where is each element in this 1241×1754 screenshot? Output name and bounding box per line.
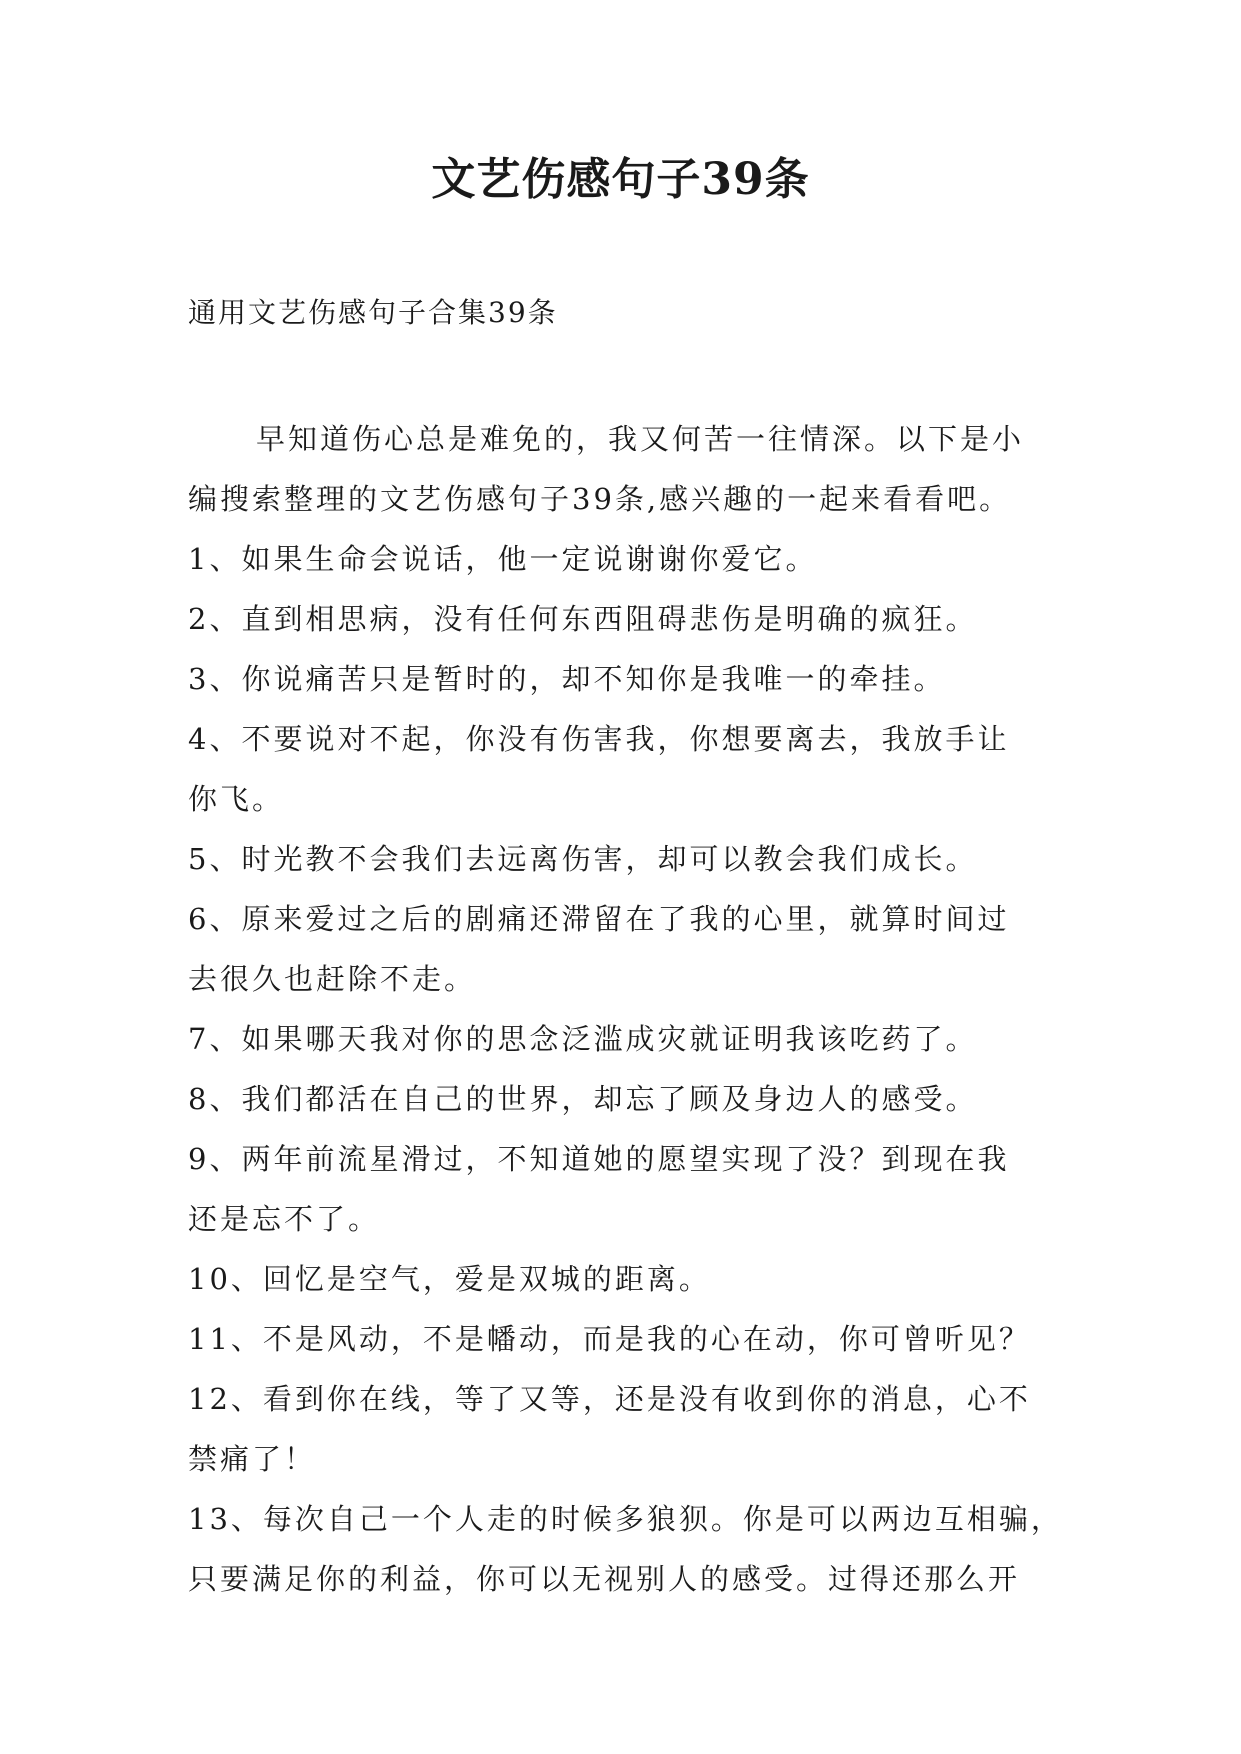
sentence-line: 4、不要说对不起，你没有伤害我，你想要离去，我放手让 (188, 722, 1010, 756)
sentence-line: 2、直到相思病，没有任何东西阻碍悲伤是明确的疯狂。 (188, 602, 978, 636)
sentence-line: 还是忘不了。 (188, 1202, 381, 1236)
sentence-line: 你飞。 (188, 782, 285, 816)
sentence-line: 只要满足你的利益，你可以无视别人的感受。过得还那么开 (188, 1562, 1021, 1596)
sentence-line: 禁痛了！ (188, 1442, 317, 1476)
sentence-line: 8、我们都活在自己的世界，却忘了顾及身边人的感受。 (188, 1082, 978, 1116)
intro-line: 编搜索整理的文艺伤感句子39条,感兴趣的一起来看看吧。 (188, 482, 1012, 516)
sentence-line: 10、回忆是空气，爱是双城的距离。 (188, 1262, 711, 1296)
sentence-line: 9、两年前流星滑过，不知道她的愿望实现了没？到现在我 (188, 1142, 1010, 1176)
intro-line: 早知道伤心总是难免的，我又何苦一往情深。以下是小 (256, 422, 1025, 456)
sentence-line: 12、看到你在线，等了又等，还是没有收到你的消息，心不 (188, 1382, 1031, 1416)
sentence-line: 7、如果哪天我对你的思念泛滥成灾就证明我该吃药了。 (188, 1022, 978, 1056)
sentence-line: 13、每次自己一个人走的时候多狼狈。你是可以两边互相骗， (188, 1502, 1063, 1536)
sentence-line: 6、原来爱过之后的剧痛还滞留在了我的心里，就算时间过 (188, 902, 1010, 936)
sentence-line: 5、时光教不会我们去远离伤害，却可以教会我们成长。 (188, 842, 978, 876)
document-subtitle: 通用文艺伤感句子合集39条 (188, 296, 558, 329)
document-body (188, 409, 1068, 1609)
sentence-line: 3、你说痛苦只是暂时的，却不知你是我唯一的牵挂。 (188, 662, 946, 696)
sentence-line: 去很久也赶除不走。 (188, 962, 477, 996)
sentence-line: 11、不是风动，不是幡动，而是我的心在动，你可曾听见？ (188, 1322, 1031, 1356)
document-title: 文艺伤感句子39条 (431, 154, 810, 205)
sentence-line: 1、如果生命会说话，他一定说谢谢你爱它。 (188, 542, 818, 576)
